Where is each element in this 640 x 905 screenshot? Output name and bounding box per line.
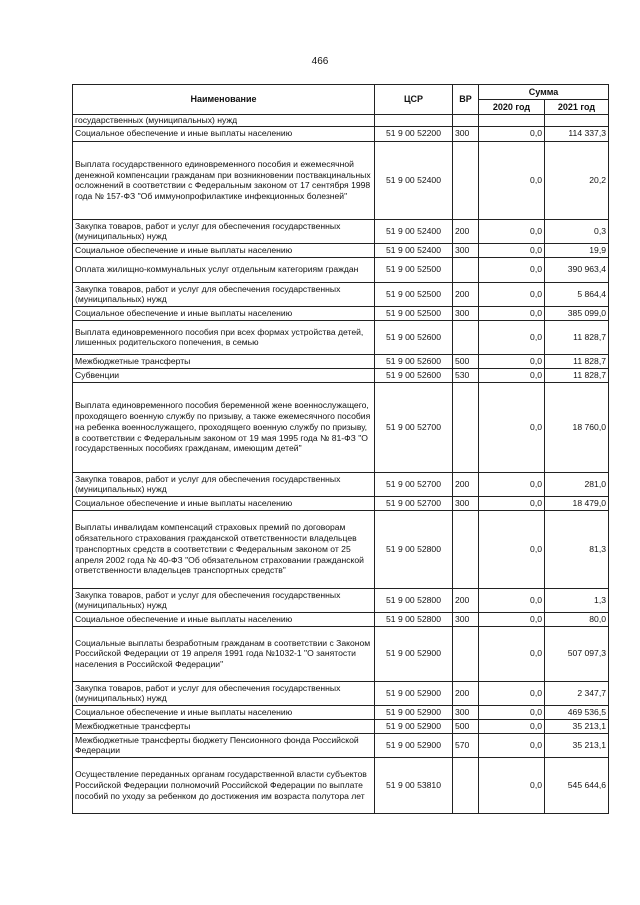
vr-cell: [453, 626, 479, 681]
amount-2021-cell: 1,3: [545, 588, 609, 612]
name-cell: Выплата государственного единовременного пособия и ежемесячной денежной компенсации гражданам при возникновении поствакцинальных осложнений в соответствии с Федеральным законом от 17 сентября 1998 года № 157-ФЗ "Об иммунопрофилактике инфекционных болезней": [73, 141, 375, 219]
vr-cell: [453, 757, 479, 813]
amount-2021-cell: 469 536,5: [545, 705, 609, 719]
amount-2020-cell: 0,0: [479, 282, 545, 306]
table-row: [73, 626, 609, 681]
amount-2020-cell: 0,0: [479, 626, 545, 681]
amount-2021-cell: 545 644,6: [545, 757, 609, 813]
name-cell: Социальное обеспечение и иные выплаты населению: [73, 496, 375, 510]
amount-2020-cell: 0,0: [479, 126, 545, 141]
amount-2021-cell: 281,0: [545, 472, 609, 496]
amount-2020-cell: 0,0: [479, 719, 545, 733]
amount-2021-cell: 18 760,0: [545, 382, 609, 472]
name-cell: Закупка товаров, работ и услуг для обеспечения государственных (муниципальных) нужд: [73, 219, 375, 243]
header-year-2020: 2020 год: [479, 100, 545, 115]
name-cell: Межбюджетные трансферты: [73, 719, 375, 733]
table-row: [73, 306, 609, 320]
header-year-2021: 2021 год: [545, 100, 609, 115]
amount-2020-cell: 0,0: [479, 612, 545, 626]
name-cell: Закупка товаров, работ и услуг для обеспечения государственных (муниципальных) нужд: [73, 472, 375, 496]
amount-2021-cell: 11 828,7: [545, 320, 609, 354]
table-row: [73, 382, 609, 472]
name-cell: Межбюджетные трансферты бюджету Пенсионного фонда Российской Федерации: [73, 733, 375, 757]
vr-cell: 500: [453, 719, 479, 733]
name-cell: государственных (муниципальных) нужд: [73, 115, 375, 127]
amount-2020-cell: 0,0: [479, 219, 545, 243]
csr-cell: 51 9 00 52700: [375, 472, 453, 496]
name-cell: Закупка товаров, работ и услуг для обеспечения государственных (муниципальных) нужд: [73, 588, 375, 612]
table-row: [73, 510, 609, 588]
amount-2021-cell: 114 337,3: [545, 126, 609, 141]
csr-cell: 51 9 00 52400: [375, 219, 453, 243]
name-cell: Закупка товаров, работ и услуг для обеспечения государственных (муниципальных) нужд: [73, 282, 375, 306]
csr-cell: 51 9 00 52600: [375, 368, 453, 382]
vr-cell: 300: [453, 306, 479, 320]
csr-cell: 51 9 00 52800: [375, 510, 453, 588]
amount-2021-cell: 35 213,1: [545, 719, 609, 733]
table-row: [73, 115, 609, 127]
amount-2020-cell: 0,0: [479, 510, 545, 588]
table-row: [73, 368, 609, 382]
csr-cell: 51 9 00 52900: [375, 626, 453, 681]
csr-cell: [375, 115, 453, 127]
name-cell: Субвенции: [73, 368, 375, 382]
csr-cell: 51 9 00 52900: [375, 719, 453, 733]
vr-cell: 570: [453, 733, 479, 757]
amount-2021-cell: 19,9: [545, 243, 609, 257]
csr-cell: 51 9 00 52900: [375, 733, 453, 757]
table-row: [73, 705, 609, 719]
header-sum: Сумма: [479, 85, 609, 100]
vr-cell: 300: [453, 612, 479, 626]
csr-cell: 51 9 00 52500: [375, 306, 453, 320]
csr-cell: 51 9 00 52700: [375, 496, 453, 510]
amount-2020-cell: 0,0: [479, 243, 545, 257]
vr-cell: [453, 510, 479, 588]
amount-2021-cell: 18 479,0: [545, 496, 609, 510]
table-row: [73, 257, 609, 282]
amount-2020-cell: 0,0: [479, 733, 545, 757]
budget-table: [72, 84, 609, 814]
table-row: [73, 733, 609, 757]
table-row: [73, 681, 609, 705]
header-row: [73, 85, 609, 100]
amount-2020-cell: 0,0: [479, 306, 545, 320]
name-cell: Социальное обеспечение и иные выплаты населению: [73, 705, 375, 719]
csr-cell: 51 9 00 52800: [375, 612, 453, 626]
table-row: [73, 472, 609, 496]
amount-2021-cell: 507 097,3: [545, 626, 609, 681]
amount-2020-cell: [479, 115, 545, 127]
csr-cell: 51 9 00 52900: [375, 681, 453, 705]
vr-cell: 200: [453, 282, 479, 306]
amount-2020-cell: 0,0: [479, 320, 545, 354]
amount-2021-cell: 80,0: [545, 612, 609, 626]
vr-cell: 300: [453, 126, 479, 141]
csr-cell: 51 9 00 52200: [375, 126, 453, 141]
table-row: [73, 757, 609, 813]
table-row: [73, 719, 609, 733]
amount-2021-cell: 81,3: [545, 510, 609, 588]
amount-2020-cell: 0,0: [479, 705, 545, 719]
table-row: [73, 496, 609, 510]
table-row: [73, 141, 609, 219]
name-cell: Оплата жилищно-коммунальных услуг отдельным категориям граждан: [73, 257, 375, 282]
vr-cell: 300: [453, 705, 479, 719]
name-cell: Закупка товаров, работ и услуг для обеспечения государственных (муниципальных) нужд: [73, 681, 375, 705]
vr-cell: 200: [453, 219, 479, 243]
name-cell: Выплата единовременного пособия беременной жене военнослужащего, проходящего военную службу по призыву, а также ежемесячного пособия на ребенка военнослужащего, проходящего военную службу по призыву, в соответствии с Федеральным законом от 19 мая 1995 года № 81-ФЗ "О государственных пособиях гражданам, имеющим детей": [73, 382, 375, 472]
vr-cell: 200: [453, 472, 479, 496]
vr-cell: 530: [453, 368, 479, 382]
table-row: [73, 219, 609, 243]
amount-2021-cell: [545, 115, 609, 127]
amount-2021-cell: 5 864,4: [545, 282, 609, 306]
header-name: Наименование: [73, 85, 375, 115]
table-body: [73, 115, 609, 814]
amount-2021-cell: 11 828,7: [545, 354, 609, 368]
amount-2021-cell: 385 099,0: [545, 306, 609, 320]
amount-2021-cell: 0,3: [545, 219, 609, 243]
table-row: [73, 320, 609, 354]
amount-2020-cell: 0,0: [479, 354, 545, 368]
table-row: [73, 243, 609, 257]
amount-2021-cell: 390 963,4: [545, 257, 609, 282]
csr-cell: 51 9 00 52700: [375, 382, 453, 472]
csr-cell: 51 9 00 52600: [375, 320, 453, 354]
csr-cell: 51 9 00 52400: [375, 141, 453, 219]
csr-cell: 51 9 00 52400: [375, 243, 453, 257]
amount-2020-cell: 0,0: [479, 472, 545, 496]
vr-cell: 200: [453, 588, 479, 612]
vr-cell: 200: [453, 681, 479, 705]
csr-cell: 51 9 00 52500: [375, 282, 453, 306]
name-cell: Выплаты инвалидам компенсаций страховых премий по договорам обязательного страхования гражданской ответственности владельцев транспортных средств в соответствии с Федеральным законом от 25 апреля 2002 года № 40-ФЗ "Об обязательном страховании гражданской ответственности владельцев транспортных средств": [73, 510, 375, 588]
amount-2021-cell: 11 828,7: [545, 368, 609, 382]
header-csr: ЦСР: [375, 85, 453, 115]
amount-2020-cell: 0,0: [479, 257, 545, 282]
amount-2020-cell: 0,0: [479, 496, 545, 510]
vr-cell: 500: [453, 354, 479, 368]
amount-2020-cell: 0,0: [479, 141, 545, 219]
table-row: [73, 354, 609, 368]
amount-2021-cell: 2 347,7: [545, 681, 609, 705]
csr-cell: 51 9 00 52900: [375, 705, 453, 719]
name-cell: Социальное обеспечение и иные выплаты населению: [73, 306, 375, 320]
name-cell: Межбюджетные трансферты: [73, 354, 375, 368]
vr-cell: [453, 382, 479, 472]
vr-cell: [453, 320, 479, 354]
amount-2020-cell: 0,0: [479, 757, 545, 813]
table-row: [73, 612, 609, 626]
vr-cell: [453, 115, 479, 127]
vr-cell: [453, 257, 479, 282]
vr-cell: [453, 141, 479, 219]
vr-cell: 300: [453, 243, 479, 257]
csr-cell: 51 9 00 53810: [375, 757, 453, 813]
name-cell: Осуществление переданных органам государственной власти субъектов Российской Федерации полномочий Российской Федерации по выплате пособий по уходу за ребенком до достижения им возраста полутора лет: [73, 757, 375, 813]
header-vr: ВР: [453, 85, 479, 115]
csr-cell: 51 9 00 52800: [375, 588, 453, 612]
table-row: [73, 588, 609, 612]
amount-2021-cell: 35 213,1: [545, 733, 609, 757]
amount-2020-cell: 0,0: [479, 382, 545, 472]
table-row: [73, 126, 609, 141]
amount-2020-cell: 0,0: [479, 368, 545, 382]
name-cell: Социальное обеспечение и иные выплаты населению: [73, 126, 375, 141]
csr-cell: 51 9 00 52500: [375, 257, 453, 282]
page-number: 466: [311, 56, 329, 67]
amount-2020-cell: 0,0: [479, 681, 545, 705]
amount-2020-cell: 0,0: [479, 588, 545, 612]
name-cell: Социальное обеспечение и иные выплаты населению: [73, 612, 375, 626]
name-cell: Социальные выплаты безработным гражданам в соответствии с Законом Российской Федерации от 19 апреля 1991 года №1032-1 "О занятости населения в Российской Федерации": [73, 626, 375, 681]
name-cell: Социальное обеспечение и иные выплаты населению: [73, 243, 375, 257]
amount-2021-cell: 20,2: [545, 141, 609, 219]
table-row: [73, 282, 609, 306]
csr-cell: 51 9 00 52600: [375, 354, 453, 368]
name-cell: Выплата единовременного пособия при всех формах устройства детей, лишенных родительского попечения, в семью: [73, 320, 375, 354]
vr-cell: 300: [453, 496, 479, 510]
